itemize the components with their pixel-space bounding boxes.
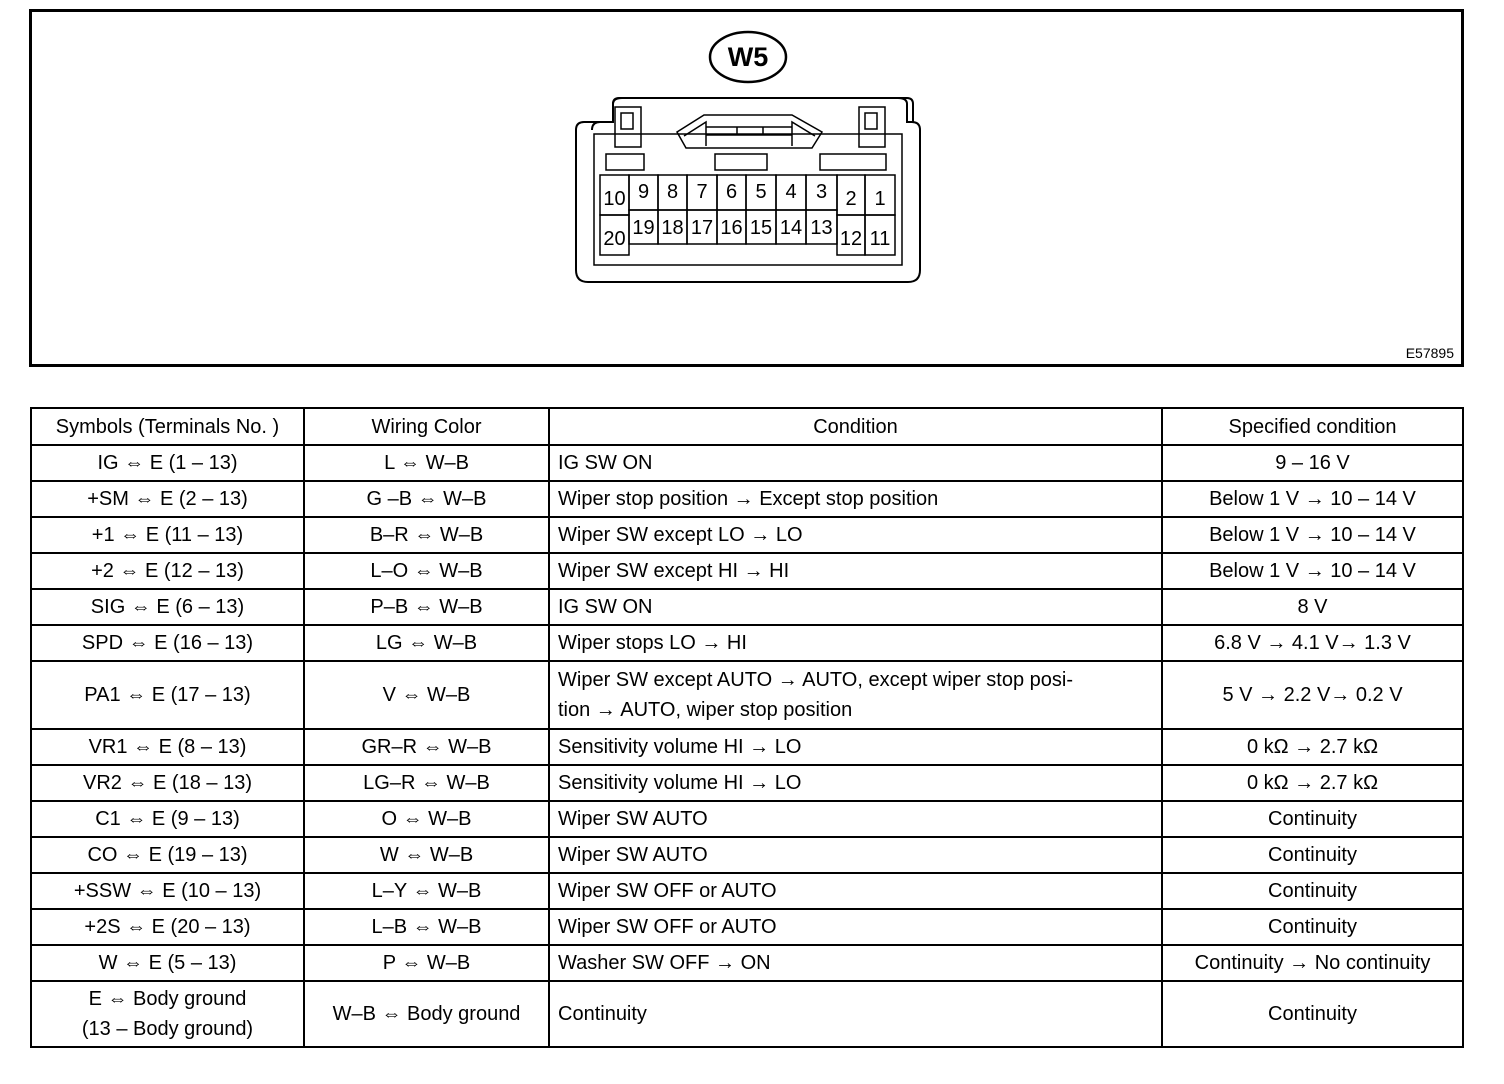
header-condition: Condition <box>549 408 1162 445</box>
left-post-slot <box>621 113 633 129</box>
condition-cell: Wiper SW OFF or AUTO <box>549 909 1162 945</box>
symbol-cell: SPD ⇔ E (16 – 13) <box>31 625 304 661</box>
pin-number: 5 <box>755 181 767 203</box>
table-row <box>31 981 1463 1047</box>
wiring-cell: LG ⇔ W–B <box>304 625 549 661</box>
specified-cell: Continuity → No continuity <box>1162 945 1463 981</box>
pin-number: 18 <box>661 217 684 239</box>
specified-cell: 0 kΩ → 2.7 kΩ <box>1162 765 1463 801</box>
wiring-cell: P ⇔ W–B <box>304 945 549 981</box>
wiring-cell: L–O ⇔ W–B <box>304 553 549 589</box>
table-row <box>31 945 1463 981</box>
condition-cell: Sensitivity volume HI → LO <box>549 765 1162 801</box>
condition-cell: Wiper SW except LO → LO <box>549 517 1162 553</box>
specification-table <box>30 407 1464 1048</box>
condition-cell: Wiper SW AUTO <box>549 837 1162 873</box>
wiring-cell: B–R ⇔ W–B <box>304 517 549 553</box>
specified-cell: 8 V <box>1162 589 1463 625</box>
symbol-cell: CO ⇔ E (19 – 13) <box>31 837 304 873</box>
condition-cell: IG SW ON <box>549 589 1162 625</box>
specified-cell: Below 1 V → 10 – 14 V <box>1162 517 1463 553</box>
connector-label: W5 <box>727 42 769 72</box>
pin-number: 11 <box>869 228 891 250</box>
table-row <box>31 801 1463 837</box>
table-row <box>31 873 1463 909</box>
pin-number: 15 <box>749 217 773 239</box>
pin-number: 4 <box>785 181 797 203</box>
wiring-cell: V ⇔ W–B <box>304 661 549 729</box>
condition-line: tion → AUTO, wiper stop position <box>558 699 853 721</box>
table-row <box>31 729 1463 765</box>
pin-number: 8 <box>666 181 679 203</box>
lock-tab <box>677 115 822 148</box>
figure-id: E57895 <box>1405 345 1454 361</box>
guide-left <box>606 154 644 170</box>
symbol-cell: +1 ⇔ E (11 – 13) <box>31 517 304 553</box>
table-row <box>31 909 1463 945</box>
header-specified-condition: Specified condition <box>1162 408 1463 445</box>
wiring-cell: GR–R ⇔ W–B <box>304 729 549 765</box>
symbol-line: (13 – Body ground) <box>81 1018 254 1040</box>
pin-number: 2 <box>845 188 857 210</box>
symbol-cell: VR2 ⇔ E (18 – 13) <box>31 765 304 801</box>
guide-center <box>715 154 767 170</box>
pin-number: 20 <box>603 228 626 250</box>
table-row <box>31 589 1463 625</box>
wiring-cell: W–B ⇔ Body ground <box>304 981 549 1047</box>
symbol-cell: W ⇔ E (5 – 13) <box>31 945 304 981</box>
pin-number: 7 <box>696 181 708 203</box>
header-symbols: Symbols (Terminals No. ) <box>31 408 304 445</box>
condition-cell: Wiper SW AUTO <box>549 801 1162 837</box>
specified-cell: 5 V → 2.2 V→ 0.2 V <box>1162 661 1463 729</box>
wiring-cell: P–B ⇔ W–B <box>304 589 549 625</box>
specified-cell: 9 – 16 V <box>1162 445 1463 481</box>
pin-number: 13 <box>810 217 833 239</box>
wiring-cell: L ⇔ W–B <box>304 445 549 481</box>
pin-number: 16 <box>720 217 743 239</box>
condition-cell: Wiper stops LO → HI <box>549 625 1162 661</box>
wiring-cell: L–Y ⇔ W–B <box>304 873 549 909</box>
connector-figure <box>29 9 1464 367</box>
table-row <box>31 445 1463 481</box>
pin-number: 9 <box>637 181 650 203</box>
condition-cell: Wiper SW except HI → HI <box>549 553 1162 589</box>
condition-line: Wiper SW except AUTO → AUTO, except wiper stop posi- <box>558 669 1073 691</box>
condition-cell: Wiper stop position → Except stop position <box>549 481 1162 517</box>
pin-number: 12 <box>839 228 863 250</box>
pin-grid <box>600 175 895 255</box>
condition-cell: Wiper SW OFF or AUTO <box>549 873 1162 909</box>
symbol-line: E ⇔ Body ground <box>88 988 247 1010</box>
symbol-cell: VR1 ⇔ E (8 – 13) <box>31 729 304 765</box>
symbol-cell: IG ⇔ E (1 – 13) <box>31 445 304 481</box>
condition-cell <box>549 661 1162 729</box>
specified-cell: Continuity <box>1162 981 1463 1047</box>
specified-cell: Continuity <box>1162 873 1463 909</box>
wiring-cell: O ⇔ W–B <box>304 801 549 837</box>
symbol-cell: C1 ⇔ E (9 – 13) <box>31 801 304 837</box>
symbol-cell: SIG ⇔ E (6 – 13) <box>31 589 304 625</box>
specified-cell: Continuity <box>1162 909 1463 945</box>
table-row <box>31 765 1463 801</box>
table-row <box>31 481 1463 517</box>
symbol-cell <box>31 981 304 1047</box>
symbol-cell: +SSW ⇔ E (10 – 13) <box>31 873 304 909</box>
table-row <box>31 661 1463 729</box>
pin-number: 3 <box>815 181 828 203</box>
condition-cell: Washer SW OFF → ON <box>549 945 1162 981</box>
condition-cell: Sensitivity volume HI → LO <box>549 729 1162 765</box>
table-row <box>31 517 1463 553</box>
symbol-cell: +2S ⇔ E (20 – 13) <box>31 909 304 945</box>
symbol-cell: PA1 ⇔ E (17 – 13) <box>31 661 304 729</box>
specified-cell: 0 kΩ → 2.7 kΩ <box>1162 729 1463 765</box>
specified-cell: Below 1 V → 10 – 14 V <box>1162 481 1463 517</box>
pin-number: 6 <box>725 181 738 203</box>
table-header-row <box>31 408 1463 445</box>
symbol-cell: +2 ⇔ E (12 – 13) <box>31 553 304 589</box>
pin-number: 19 <box>632 217 655 239</box>
wiring-cell: G –B ⇔ W–B <box>304 481 549 517</box>
specified-cell: Below 1 V → 10 – 14 V <box>1162 553 1463 589</box>
table-row <box>31 553 1463 589</box>
table-row <box>31 625 1463 661</box>
pin-number: 17 <box>690 217 714 239</box>
connector-diagram <box>32 12 1461 364</box>
specified-cell: 6.8 V → 4.1 V→ 1.3 V <box>1162 625 1463 661</box>
condition-cell: IG SW ON <box>549 445 1162 481</box>
header-wiring-color: Wiring Color <box>304 408 549 445</box>
guide-right <box>820 154 886 170</box>
pin-number: 1 <box>874 188 886 210</box>
pin-number: 10 <box>603 188 626 210</box>
specified-cell: Continuity <box>1162 837 1463 873</box>
right-post-slot <box>865 113 877 129</box>
wiring-cell: W ⇔ W–B <box>304 837 549 873</box>
wiring-cell: LG–R ⇔ W–B <box>304 765 549 801</box>
wiring-cell: L–B ⇔ W–B <box>304 909 549 945</box>
symbol-cell: +SM ⇔ E (2 – 13) <box>31 481 304 517</box>
pin-number: 14 <box>779 217 803 239</box>
specified-cell: Continuity <box>1162 801 1463 837</box>
condition-cell: Continuity <box>549 981 1162 1047</box>
table-row <box>31 837 1463 873</box>
